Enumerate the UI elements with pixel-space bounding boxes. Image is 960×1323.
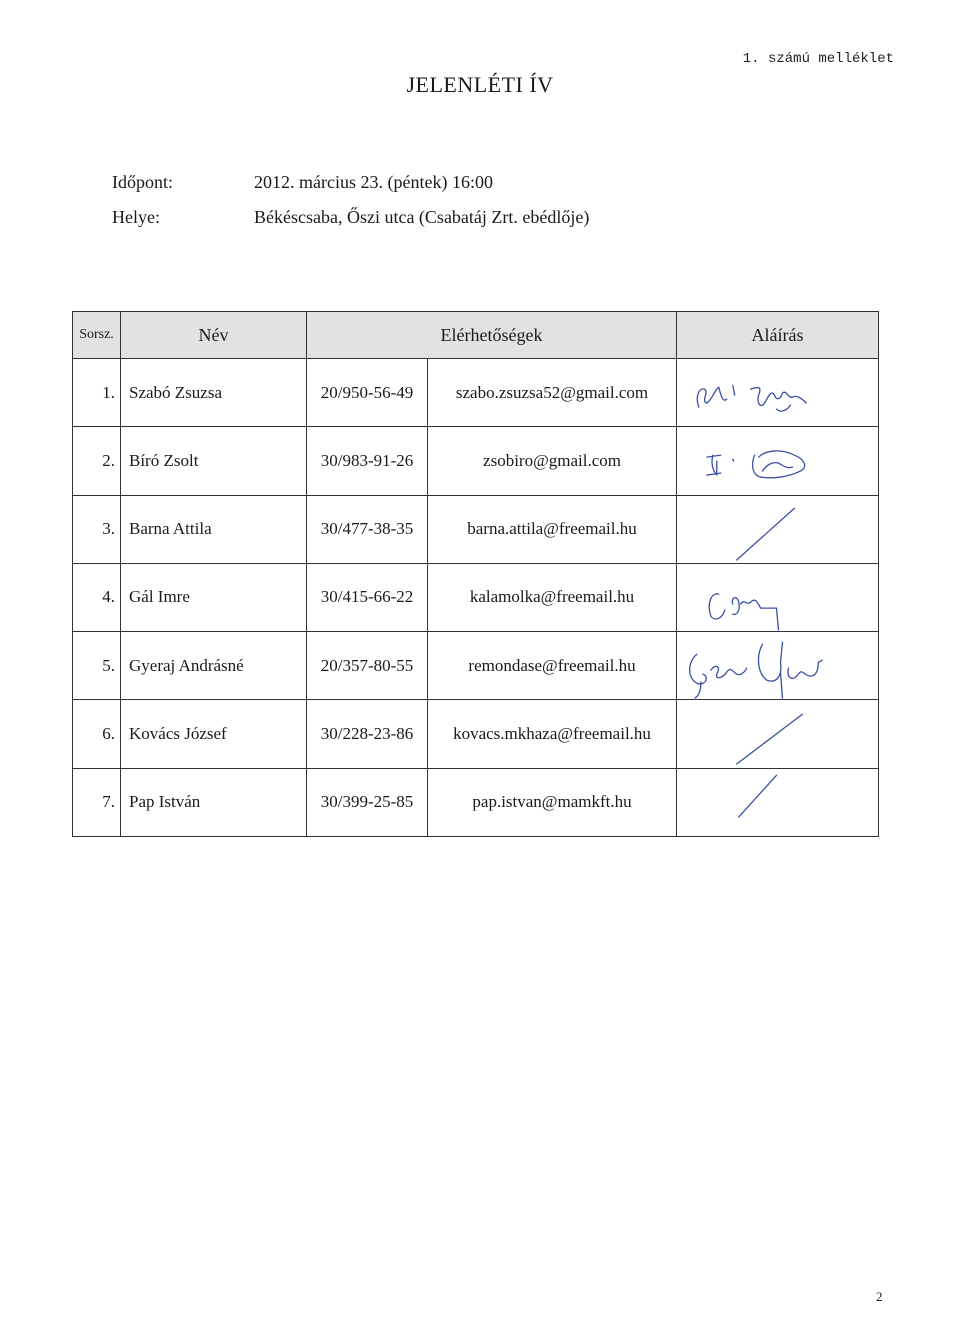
page-number: 2 [876,1289,883,1304]
row-email: remondase@freemail.hu [428,632,677,700]
handwritten-signature [677,564,878,631]
slash-mark [677,769,878,836]
row-email: barna.attila@freemail.hu [428,495,677,563]
header-name: Név [121,312,307,359]
row-name: Kovács József [121,700,307,768]
row-phone: 30/228-23-86 [307,700,428,768]
handwritten-signature [677,632,878,699]
handwritten-signature [677,359,878,426]
annex-label: 1. számú melléklet [742,51,894,67]
header-contacts: Elérhetőségek [307,312,677,359]
row-email: pap.istvan@mamkft.hu [428,768,677,836]
time-label: Időpont: [112,172,173,192]
row-phone: 30/415-66-22 [307,563,428,631]
table-row [73,359,879,427]
row-number: 6. [73,700,121,768]
row-phone: 30/399-25-85 [307,768,428,836]
row-number: 4. [73,563,121,631]
time-value: 2012. március 23. (péntek) 16:00 [254,172,493,192]
signature-cell [677,427,879,495]
header-signature: Aláírás [677,312,879,359]
place-value: Békéscsaba, Őszi utca (Csabatáj Zrt. ebédlője) [254,207,590,227]
row-name: Szabó Zsuzsa [121,359,307,427]
attendance-table [72,311,879,837]
header-number: Sorsz. [73,312,121,359]
row-phone: 30/477-38-35 [307,495,428,563]
row-name: Gyeraj Andrásné [121,632,307,700]
handwritten-signature [677,427,878,494]
signature-cell [677,700,879,768]
row-name: Barna Attila [121,495,307,563]
row-name: Pap István [121,768,307,836]
row-number: 7. [73,768,121,836]
row-phone: 20/950-56-49 [307,359,428,427]
row-number: 1. [73,359,121,427]
row-name: Gál Imre [121,563,307,631]
row-email: kovacs.mkhaza@freemail.hu [428,700,677,768]
row-phone: 30/983-91-26 [307,427,428,495]
signature-cell [677,563,879,631]
row-email: zsobiro@gmail.com [428,427,677,495]
row-email: szabo.zsuzsa52@gmail.com [428,359,677,427]
table-row [73,768,879,836]
slash-mark [677,496,878,563]
signature-cell [677,495,879,563]
table-row [73,495,879,563]
row-email: kalamolka@freemail.hu [428,563,677,631]
row-phone: 20/357-80-55 [307,632,428,700]
row-name: Bíró Zsolt [121,427,307,495]
row-number: 2. [73,427,121,495]
table-row [73,700,879,768]
table-header-row [73,312,879,359]
signature-cell [677,632,879,700]
place-label: Helye: [112,207,160,227]
row-number: 3. [73,495,121,563]
table-row [73,632,879,700]
row-number: 5. [73,632,121,700]
slash-mark [677,700,878,767]
page-title: JELENLÉTI ÍV [406,72,554,97]
table-row [73,427,879,495]
table-row [73,563,879,631]
signature-cell [677,359,879,427]
signature-cell [677,768,879,836]
